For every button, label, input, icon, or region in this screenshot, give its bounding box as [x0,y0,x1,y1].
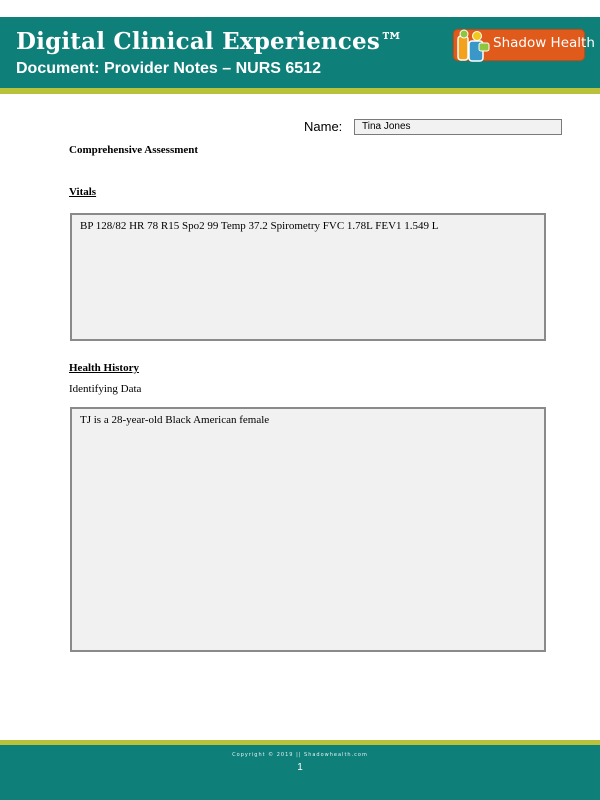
identifying-data-label: Identifying Data [69,383,142,395]
name-field[interactable]: Tina Jones [354,119,562,135]
vitals-heading: Vitals [69,186,97,198]
health-history-heading: Health History [69,362,139,374]
header-accent-stripe [0,88,600,94]
figures-logo-icon [455,27,491,65]
header-title: Digital Clinical Experiences™ [16,28,404,55]
vitals-textbox[interactable]: BP 128/82 HR 78 R15 Spo2 99 Temp 37.2 Spirometry FVC 1.78L FEV1 1.549 L [70,213,546,341]
identifying-data-textbox[interactable]: TJ is a 28-year-old Black American female [70,407,546,652]
name-label: Name: [304,119,343,134]
page-number: 1 [297,762,303,773]
document-heading: Comprehensive Assessment [69,144,199,156]
header-subtitle: Document: Provider Notes – NURS 6512 [16,60,321,77]
logo-text: Shadow Health [493,35,595,51]
copyright-text: Copyright © 2019 || Shadowhealth.com [232,752,368,758]
shadow-health-logo [453,29,595,61]
